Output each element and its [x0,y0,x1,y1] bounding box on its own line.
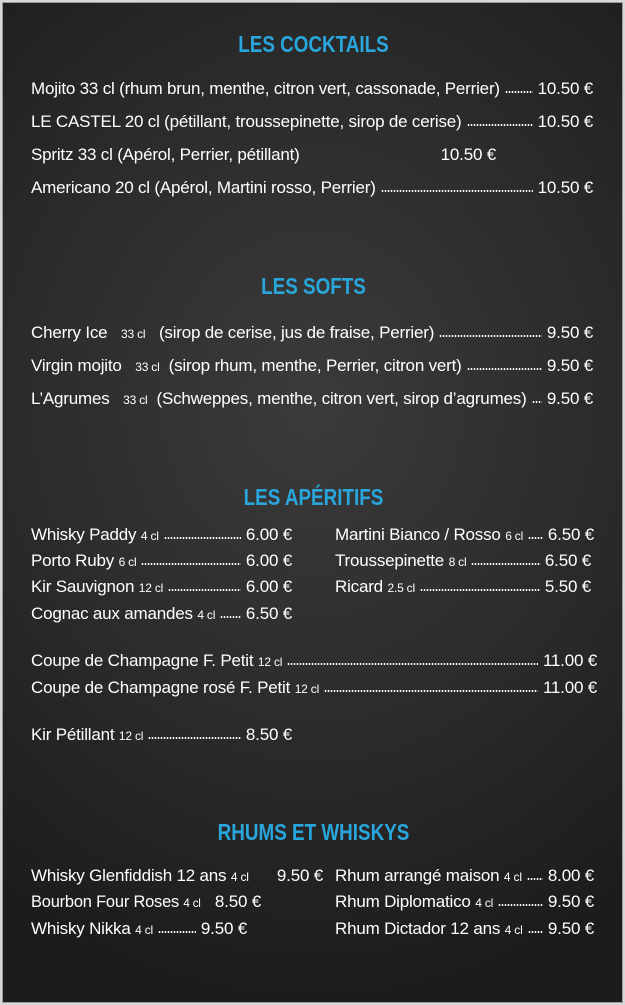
section-title-softs: LES SOFTS [261,273,366,299]
menu-item-ricard [335,577,591,597]
item-name: Rhum Dictador 12 ans [335,919,505,938]
menu-item-americano [31,178,593,198]
item-price: 8.00 € [547,866,594,885]
item-volume: 4 cl [197,608,216,622]
dot-leader [287,662,538,666]
menu-item-dictador [335,919,594,939]
dot-leader [168,588,241,592]
item-volume: 4 cl [504,923,523,937]
item-name: Troussepinette [335,551,445,570]
menu-item-porto-ruby [31,551,292,571]
menu-item-glenfiddich [31,866,323,886]
item-text: Americano 20 cl (Apérol, Martini rosso, Perrier) [31,178,376,197]
menu-item-cherry-ice [31,323,593,343]
item-name: Kir Pétillant [31,725,115,744]
dot-leader [420,588,540,592]
item-text: Spritz 33 cl (Apérol, Perrier, pétillant) [31,145,300,164]
item-description: (sirop rhum, menthe, Perrier, citron vert) [168,356,462,375]
drinks-menu [2,2,623,1003]
item-volume: 6 cl [118,555,137,569]
item-price: 6.00 € [245,525,292,544]
item-volume: 33 cl [135,360,160,374]
menu-item-champagne [31,651,597,671]
menu-item-le-castel [31,112,593,132]
item-price: 6.50 € [547,525,594,544]
item-name: Ricard [335,577,383,596]
dot-leader [527,877,543,881]
item-price: 9.50 € [546,323,593,342]
item-volume: 12 cl [257,655,283,669]
item-name: Virgin mojito [31,356,122,375]
item-description: (sirop de cerise, jus de fraise, Perrier) [158,323,435,342]
item-volume: 2.5 cl [387,581,415,595]
dot-leader [148,736,241,740]
item-price: 9.50 € [276,866,323,885]
item-volume: 12 cl [138,581,164,595]
item-price: 6.00 € [245,577,292,596]
item-price: 9.50 € [200,919,247,938]
item-name: Cognac aux amandes [31,604,198,623]
item-volume: 4 cl [475,896,494,910]
dot-leader [158,930,196,934]
dot-leader [532,400,542,404]
item-name: L’Agrumes [31,389,110,408]
item-text: LE CASTEL 20 cl (pétillant, troussepinette, sirop de cerise) [31,112,462,131]
item-volume: 6 cl [505,529,524,543]
item-volume: 4 cl [183,896,201,910]
item-price: 11.00 € [542,678,597,697]
dot-leader [381,189,533,193]
item-text: Mojito 33 cl (rhum brun, menthe, citron vert, cassonade, Perrier) [31,79,500,98]
item-name: Whisky Glenfiddish 12 ans [31,866,231,885]
dot-leader [324,689,538,693]
dot-leader [164,536,241,540]
section-title-rhums: RHUMS ET WHISKYS [217,819,410,845]
menu-item-whisky-paddy [31,525,292,545]
item-volume: 12 cl [294,682,320,696]
menu-item-spritz [31,145,496,165]
item-volume: 33 cl [121,327,146,341]
item-price: 9.50 € [547,892,594,911]
item-volume: 4 cl [135,923,154,937]
item-price: 8.50 € [214,892,261,911]
item-name: Cherry Ice [31,323,108,342]
menu-item-rhum-arrange [335,866,594,886]
section-title-aperitifs: LES APÉRITIFS [243,484,384,510]
item-price: 6.50 € [245,604,292,623]
menu-item-agrumes [31,389,593,409]
item-name: Rhum arrangé maison [335,866,504,885]
menu-item-champagne-rose [31,678,597,698]
item-volume: 12 cl [118,729,144,743]
menu-item-four-roses [31,892,261,912]
menu-item-martini [335,525,594,545]
item-price: 6.00 € [245,551,292,570]
dot-leader [220,615,241,619]
dot-leader [498,903,543,907]
item-price: 6.50 € [544,551,591,570]
dot-leader [439,334,542,338]
menu-item-kir-petillant [31,725,292,745]
item-price: 11.00 € [542,651,597,670]
item-name: Coupe de Champagne rosé F. Petit [31,678,295,697]
item-name: Rhum Diplomatico [335,892,471,911]
item-price: 9.50 € [546,389,593,408]
item-volume: 33 cl [123,393,148,407]
item-price: 9.50 € [547,919,594,938]
item-description: (Schweppes, menthe, citron vert, sirop d’agrumes) [156,389,527,408]
item-volume: 4 cl [503,870,522,884]
item-volume: 4 cl [140,529,159,543]
menu-item-mojito [31,79,593,99]
item-price: 5.50 € [544,577,591,596]
item-name: Whisky Paddy [31,525,137,544]
item-price: 10.50 € [537,178,593,197]
item-price: 8.50 € [245,725,292,744]
dot-leader [467,123,533,127]
menu-item-nikka [31,919,247,939]
item-price: 10.50 € [537,79,593,98]
menu-item-virgin-mojito [31,356,593,376]
item-price: 10.50 € [537,112,593,131]
dot-leader [467,367,542,371]
dot-leader [528,930,543,934]
item-name: Martini Bianco / Rosso [335,525,501,544]
dot-leader [505,90,533,94]
dot-leader [528,536,543,540]
menu-item-kir-sauvignon [31,577,292,597]
dot-leader [471,562,539,566]
item-name: Coupe de Champagne F. Petit [31,651,258,670]
item-volume: 8 cl [448,555,467,569]
menu-item-cognac [31,604,292,624]
menu-item-troussepinette [335,551,591,571]
section-title-cocktails: LES COCKTAILS [238,31,389,57]
dot-leader [141,562,240,566]
item-name: Bourbon Four Roses [31,892,180,911]
item-name: Whisky Nikka [31,919,136,938]
item-price: 9.50 € [546,356,593,375]
item-volume: 4 cl [230,870,249,884]
item-name: Kir Sauvignon [31,577,135,596]
menu-item-diplomatico [335,892,594,912]
item-name: Porto Ruby [31,551,115,570]
item-price: 10.50 € [440,145,496,164]
